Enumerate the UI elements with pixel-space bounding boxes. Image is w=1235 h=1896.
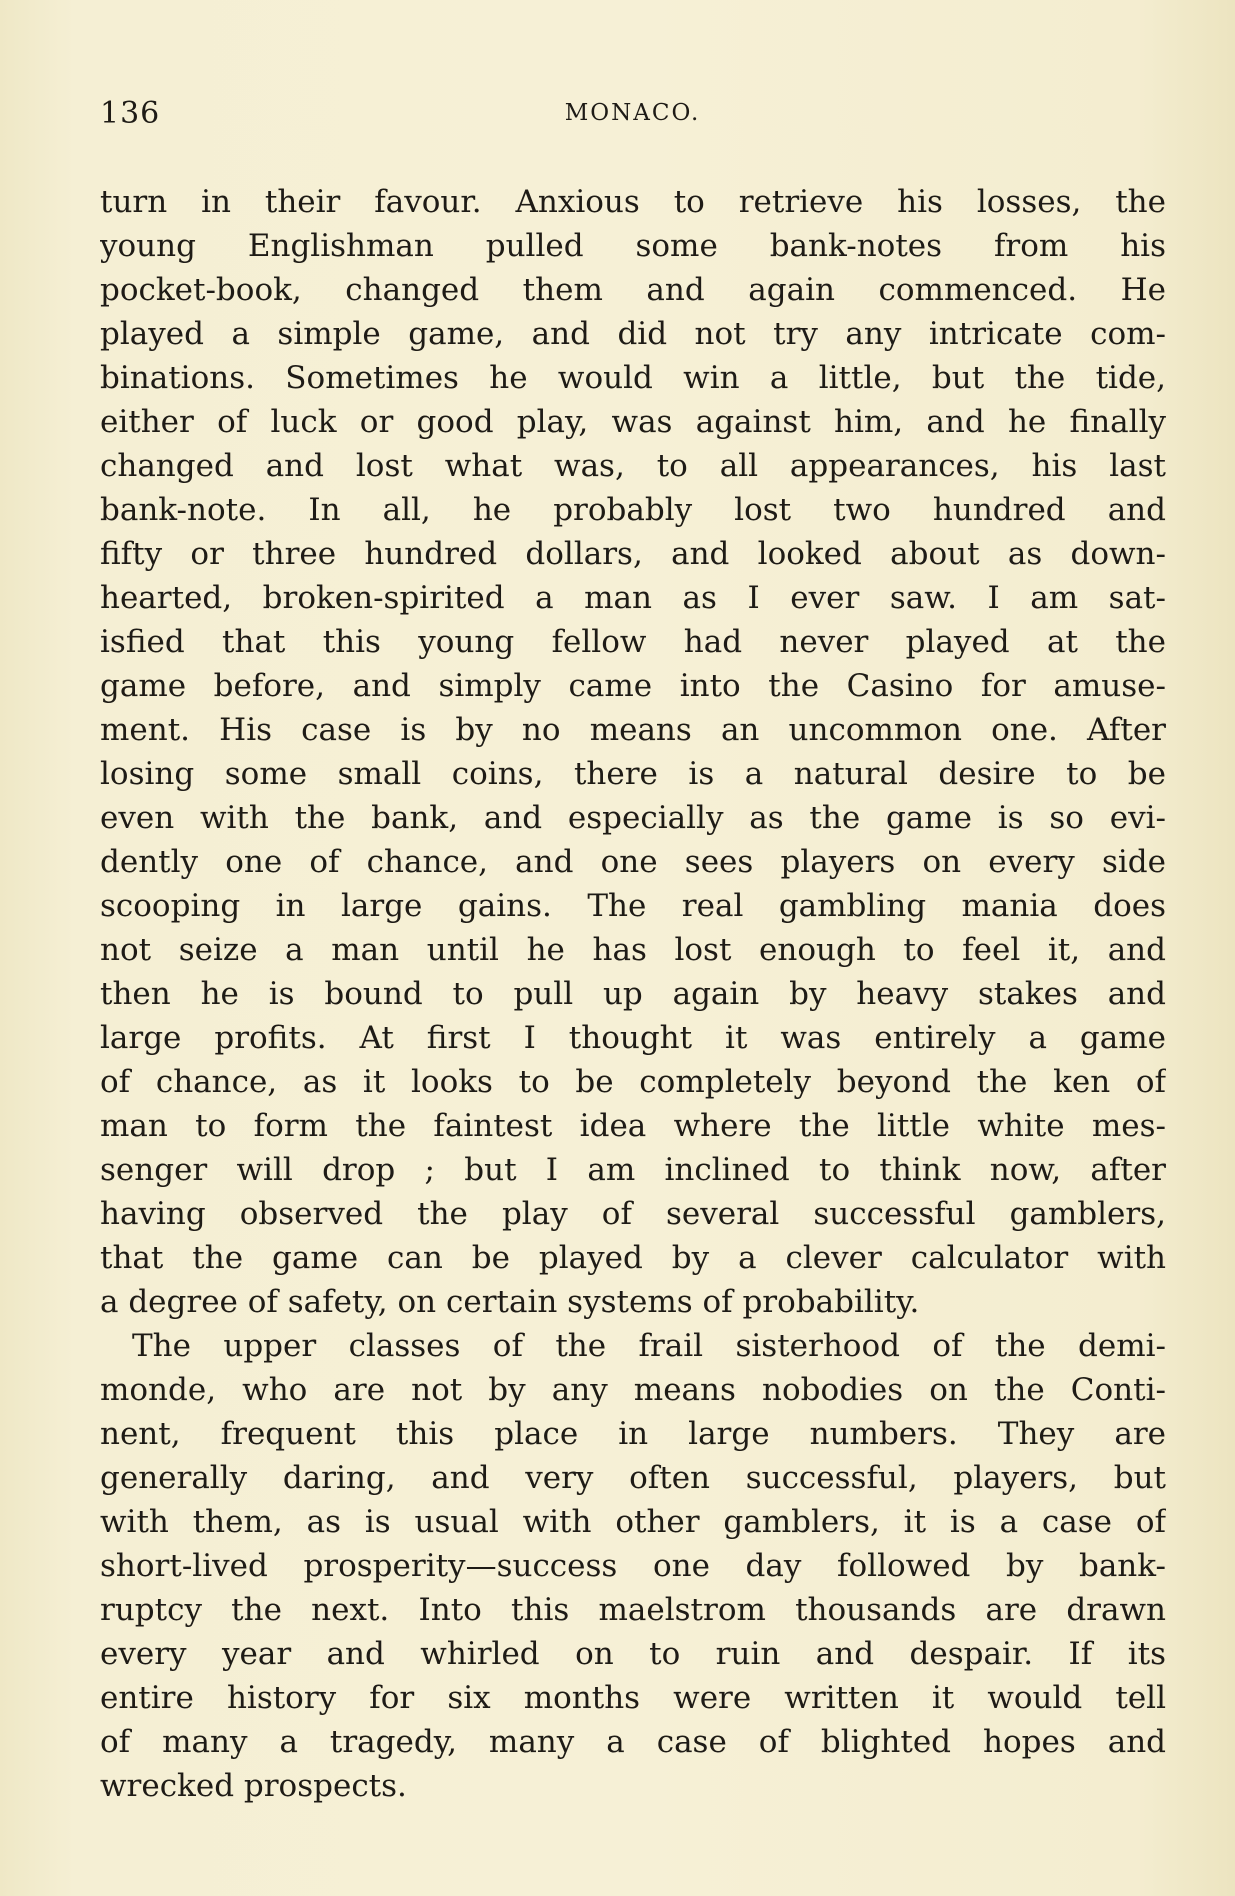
text-line: fifty or three hundred dollars, and looked about as down- [100, 536, 1166, 572]
running-head [100, 96, 1165, 140]
text-line: bank-note. In all, he probably lost two hundred and [100, 492, 1166, 528]
text-line: isfied that this young fellow had never played at the [100, 624, 1166, 660]
text-line: man to form the faintest idea where the little white mes- [100, 1108, 1166, 1144]
text-line: then he is bound to pull up again by heavy stakes and [100, 976, 1166, 1012]
text-line: a degree of safety, on certain systems of probability. [100, 1284, 920, 1320]
text-line: scooping in large gains. The real gambling mania does [100, 888, 1166, 924]
text-line: large profits. At first I thought it was entirely a game [100, 1020, 1166, 1056]
text-line: senger will drop ; but I am inclined to think now, after [100, 1152, 1166, 1188]
text-line: game before, and simply came into the Casino for amuse- [100, 668, 1166, 704]
text-line: with them, as is usual with other gamblers, it is a case of [100, 1504, 1166, 1540]
text-line: generally daring, and very often successful, players, but [100, 1460, 1166, 1496]
text-line: either of luck or good play, was against him, and he finally [100, 404, 1166, 440]
text-line: having observed the play of several successful gamblers, [100, 1196, 1166, 1232]
text-line: hearted, broken-spirited a man as I ever saw. I am sat- [100, 580, 1166, 616]
text-line: wrecked prospects. [100, 1768, 407, 1804]
text-line: played a simple game, and did not try any intricate com- [100, 316, 1166, 352]
text-line: turn in their favour. Anxious to retrieve his losses, the [100, 184, 1166, 220]
text-line: of chance, as it looks to be completely beyond the ken of [100, 1064, 1166, 1100]
text-line: ment. His case is by no means an uncommon one. After [100, 712, 1166, 748]
text-line: entire history for six months were written it would tell [100, 1680, 1166, 1716]
text-line: short-lived prosperity—success one day followed by bank- [100, 1548, 1166, 1584]
text-line: changed and lost what was, to all appearances, his last [100, 448, 1166, 484]
text-line: young Englishman pulled some bank-notes from his [100, 228, 1166, 264]
text-line: binations. Sometimes he would win a little, but the tide, [100, 360, 1166, 396]
text-line: ruptcy the next. Into this maelstrom thousands are drawn [100, 1592, 1166, 1628]
page-number: 136 [100, 96, 161, 131]
paragraph-first-line: The upper classes of the frail sisterhood of the demi- [132, 1328, 1166, 1364]
text-line: nent, frequent this place in large numbers. They are [100, 1416, 1166, 1452]
text-line: of many a tragedy, many a case of blighted hopes and [100, 1724, 1166, 1760]
text-line: even with the bank, and especially as the game is so evi- [100, 800, 1166, 836]
text-line: monde, who are not by any means nobodies on the Conti- [100, 1372, 1166, 1408]
text-line: not seize a man until he has lost enough to feel it, and [100, 932, 1166, 968]
text-line: every year and whirled on to ruin and despair. If its [100, 1636, 1166, 1672]
text-line: dently one of chance, and one sees players on every side [100, 844, 1166, 880]
body-text [100, 180, 1166, 1808]
text-line: losing some small coins, there is a natural desire to be [100, 756, 1166, 792]
text-line: that the game can be played by a clever calculator with [100, 1240, 1166, 1276]
running-title: MONACO. [564, 100, 701, 126]
text-line: pocket-book, changed them and again commenced. He [100, 272, 1166, 308]
